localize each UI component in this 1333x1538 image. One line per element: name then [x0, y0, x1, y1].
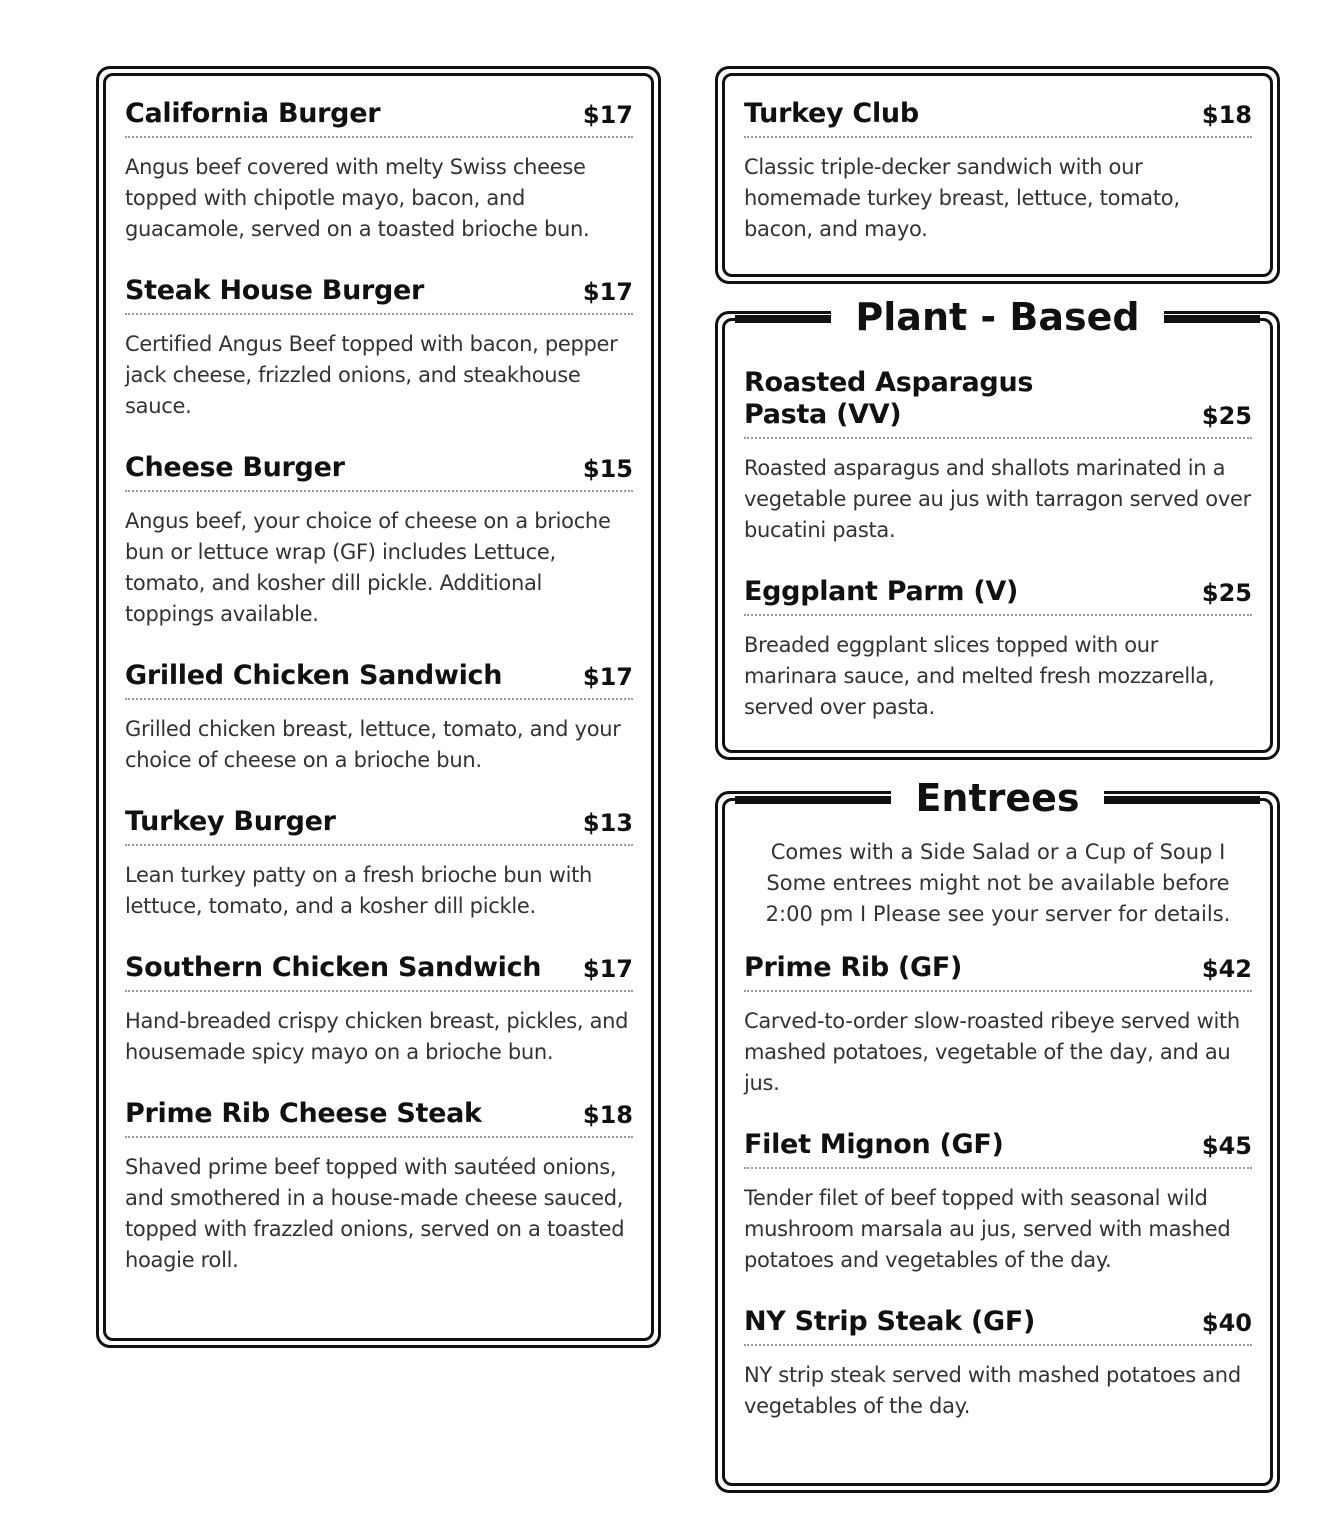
menu-item: [744, 952, 1252, 1099]
menu-item-name: Turkey Burger: [125, 806, 336, 837]
section-title: Plant - Based: [831, 298, 1163, 336]
menu-item-name: Roasted Asparagus Pasta (VV): [744, 367, 1034, 430]
menu-item-name: California Burger: [125, 98, 381, 129]
turkey-club-panel: [715, 66, 1280, 284]
menu-item-header: [744, 1306, 1252, 1346]
menu-item-description: Angus beef, your choice of cheese on a brioche bun or lettuce wrap (GF) includes Lettuce, tomato, and kosher dill pickle. Additional toppings available.: [125, 509, 611, 626]
menu-item-price: $25: [1201, 579, 1252, 607]
menu-item-description: Hand-breaded crispy chicken breast, pickles, and housemade spicy mayo on a brioche bun.: [125, 1009, 629, 1064]
entrees-note: Comes with a Side Salad or a Cup of Soup I Some entrees might not be available before 2:00 pm I Please see your server for details.: [765, 840, 1231, 926]
menu-item-name: Grilled Chicken Sandwich: [125, 660, 503, 691]
menu-item-price: $42: [1201, 955, 1252, 983]
plant-based-heading: [715, 295, 1280, 339]
menu-item-header: [744, 576, 1252, 616]
menu-item-description: Roasted asparagus and shallots marinated in a vegetable puree au jus with tarragon served over bucatini pasta.: [744, 456, 1251, 542]
menu-item-description: Angus beef covered with melty Swiss cheese topped with chipotle mayo, bacon, and guacamole, served on a toasted brioche bun.: [125, 155, 590, 241]
menu-item-price: $45: [1201, 1132, 1252, 1160]
menu-item-name: Steak House Burger: [125, 275, 425, 306]
menu-item-price: $18: [1201, 101, 1252, 129]
menu-item-header: [125, 806, 633, 846]
menu-item-header: [125, 275, 633, 315]
heading-rule-left: [735, 315, 831, 323]
menu-item-header: [125, 952, 633, 992]
menu-item: [125, 952, 633, 1068]
menu-item-name: NY Strip Steak (GF): [744, 1306, 1036, 1337]
menu-item-name: Prime Rib Cheese Steak: [125, 1098, 482, 1129]
menu-item-price: $15: [582, 455, 633, 483]
menu-item: [125, 806, 633, 922]
menu-item-name: Eggplant Parm (V): [744, 576, 1019, 607]
menu-item-name: Turkey Club: [744, 98, 919, 129]
menu-item: [744, 576, 1252, 723]
menu-item-price: $17: [582, 278, 633, 306]
burgers-panel: [96, 66, 661, 1348]
menu-item: [125, 275, 633, 422]
menu-item-price: $17: [582, 663, 633, 691]
menu-item-price: $18: [582, 1101, 633, 1129]
menu-item-price: $17: [582, 101, 633, 129]
entrees-panel: [715, 791, 1280, 1493]
heading-rule-right: [1104, 796, 1260, 804]
menu-item: [744, 367, 1252, 546]
menu-item-description: Carved-to-order slow-roasted ribeye served with mashed potatoes, vegetable of the day, and au jus.: [744, 1009, 1240, 1095]
menu-item: [125, 1098, 633, 1276]
menu-item-name: Cheese Burger: [125, 452, 345, 483]
menu-item: [125, 452, 633, 630]
heading-rule-right: [1164, 315, 1260, 323]
plant-based-panel-inner: [722, 318, 1273, 753]
menu-item-description: Certified Angus Beef topped with bacon, pepper jack cheese, frizzled onions, and steakhouse sauce.: [125, 332, 618, 418]
menu-item: [125, 660, 633, 776]
menu-item-description: NY strip steak served with mashed potatoes and vegetables of the day.: [744, 1363, 1241, 1418]
menu-item-header: [744, 367, 1252, 439]
menu-item-header: [125, 1098, 633, 1138]
menu-item-header: [125, 660, 633, 700]
menu-item: [125, 98, 633, 245]
plant-based-panel: [715, 311, 1280, 760]
menu-item-price: $40: [1201, 1309, 1252, 1337]
turkey-club-panel-inner: [722, 73, 1273, 277]
menu-item-header: [744, 98, 1252, 138]
burgers-panel-inner: [103, 73, 654, 1341]
menu-item-name: Southern Chicken Sandwich: [125, 952, 542, 983]
menu-item-description: Breaded eggplant slices topped with our marinara sauce, and melted fresh mozzarella, served over pasta.: [744, 633, 1215, 719]
section-title: Entrees: [891, 779, 1103, 817]
menu-item-description: Tender filet of beef topped with seasonal wild mushroom marsala au jus, served with mashed potatoes and vegetables of the day.: [744, 1186, 1231, 1272]
menu-item-header: [744, 952, 1252, 992]
menu-item: [744, 1306, 1252, 1422]
menu-item: [744, 1129, 1252, 1276]
heading-rule-left: [735, 796, 891, 804]
menu-item-price: $13: [582, 809, 633, 837]
entrees-panel-inner: [722, 798, 1273, 1486]
menu-item-description: Lean turkey patty on a fresh brioche bun with lettuce, tomato, and a kosher dill pickle.: [125, 863, 593, 918]
menu-item-description: Classic triple-decker sandwich with our homemade turkey breast, lettuce, tomato, bacon, and mayo.: [744, 155, 1180, 241]
menu-item-header: [125, 452, 633, 492]
menu-item-header: [744, 1129, 1252, 1169]
entrees-heading: [715, 776, 1280, 820]
menu-item: [744, 98, 1252, 245]
menu-item-price: $17: [582, 955, 633, 983]
menu-item-name: Filet Mignon (GF): [744, 1129, 1004, 1160]
menu-item-name: Prime Rib (GF): [744, 952, 963, 983]
menu-item-price: $25: [1201, 402, 1252, 430]
menu-item-description: Grilled chicken breast, lettuce, tomato, and your choice of cheese on a brioche bun.: [125, 717, 621, 772]
menu-item-header: [125, 98, 633, 138]
menu-item-description: Shaved prime beef topped with sautéed onions, and smothered in a house-made cheese sauced, topped with frazzled onions, served on a toasted hoagie roll.: [125, 1155, 625, 1272]
